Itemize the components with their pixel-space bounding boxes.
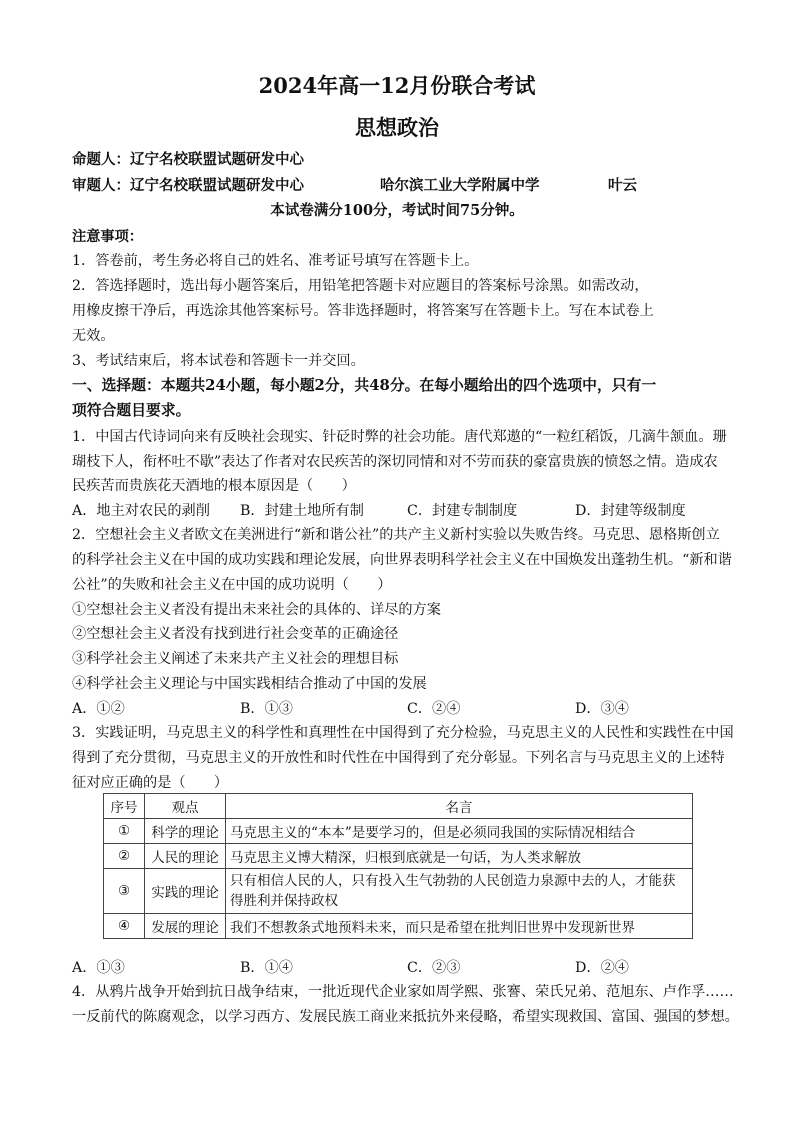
- exam-title: 2024年高一12月份联合考试: [258, 73, 536, 98]
- notice-item-2-line2: 用橡皮擦干净后，再选涂其他答案标号。答非选择题时，将答案写在答题卡上。写在本试卷上: [72, 303, 654, 319]
- notice-heading: 注意事项：: [72, 229, 143, 245]
- q2-option-d[interactable]: D．③④: [575, 701, 629, 717]
- notice-item-3: 3、考试结束后，将本试卷和答题卡一并交回。: [72, 353, 365, 369]
- q3-option-d[interactable]: D．②④: [575, 960, 629, 976]
- score-info: 本试卷满分100分，考试时间75分钟。: [270, 202, 524, 219]
- table-header-view: 观点: [145, 794, 226, 819]
- q2-option-c[interactable]: C．②④: [407, 701, 461, 717]
- row-no: ③: [104, 869, 145, 914]
- row-quote: 只有相信人民的人，只有投入生气勃勃的人民创造力泉源中去的人，才能获得胜利并保持政权: [226, 869, 693, 914]
- q1-stem-line2: 瑚枝下人，衔杯吐不歇”表达了作者对农民疾苦的深切同情和对不劳而获的豪富贵族的愤怒之情。造成农: [72, 454, 718, 470]
- q3-stem-line1: 3．实践证明，马克思主义的科学性和真理性在中国得到了充分检验，马克思主义的人民性和实践性在中国: [72, 725, 734, 741]
- reviewer-name: 叶云: [608, 177, 637, 194]
- q1-stem-line1: 1．中国古代诗词向来有反映社会现实、针砭时弊的社会功能。唐代郑遨的“一粒红稻饭，几滴牛颔血。珊: [72, 429, 727, 445]
- table-row: [104, 844, 693, 869]
- notice-item-1: 1．答卷前，考生务必将自己的姓名、准考证号填写在答题卡上。: [72, 253, 479, 269]
- table-header-no: 序号: [104, 794, 145, 819]
- table-row: [104, 819, 693, 844]
- row-view: 实践的理论: [145, 869, 226, 914]
- q2-statement-3: ③科学社会主义阐述了未来共产主义社会的理想目标: [72, 651, 399, 667]
- notice-item-2-line3: 无效。: [72, 328, 115, 344]
- table-row: [104, 869, 693, 914]
- row-no: ④: [104, 914, 145, 939]
- row-quote: 马克思主义博大精深，归根到底就是一句话，为人类求解放: [226, 844, 693, 869]
- table-header-quote: 名言: [226, 794, 693, 819]
- reviewer-school: 哈尔滨工业大学附属中学: [380, 177, 540, 194]
- row-view: 科学的理论: [145, 819, 226, 844]
- q4-stem-line2: 一反前代的陈腐观念，以学习西方、发展民族工商业来抵抗外来侵略，希望实现救国、富国、强国的梦想。: [72, 1009, 739, 1025]
- q1-stem-line3: 民疾苦而贵族花天酒地的根本原因是（ ）: [72, 478, 356, 494]
- q2-stem-line3: 公社”的失败和社会主义在中国的成功说明（ ）: [72, 577, 392, 593]
- section1-heading-line1: 一、选择题：本题共24小题，每小题2分，共48分。在每小题给出的四个选项中，只有一: [72, 377, 657, 394]
- setter-line: 命题人：辽宁名校联盟试题研发中心: [72, 151, 304, 168]
- q1-option-d[interactable]: D．封建等级制度: [575, 503, 686, 519]
- q3-stem-line3: 征对应正确的是（ ）: [72, 775, 229, 791]
- reviewer-line: 审题人：辽宁名校联盟试题研发中心: [72, 177, 304, 194]
- q1-option-a[interactable]: A．地主对农民的剥削: [72, 503, 210, 519]
- notice-item-2-line1: 2．答选择题时，选出每小题答案后，用铅笔把答题卡对应题目的答案标号涂黑。如需改动，: [72, 278, 649, 294]
- section1-heading-line2: 项符合题目要求。: [72, 402, 191, 419]
- table-header-row: [104, 794, 693, 819]
- q3-option-a[interactable]: A．①③: [72, 960, 125, 976]
- row-quote: 我们不想教条式地预料未来，而只是希望在批判旧世界中发现新世界: [226, 914, 693, 939]
- q2-stem-line2: 的科学社会主义在中国的成功实践和理论发展，向世界表明科学社会主义在中国焕发出蓬勃生机。“新和谐: [72, 552, 732, 568]
- row-no: ②: [104, 844, 145, 869]
- row-view: 发展的理论: [145, 914, 226, 939]
- row-no: ①: [104, 819, 145, 844]
- q3-quote-table: [103, 793, 693, 939]
- row-view: 人民的理论: [145, 844, 226, 869]
- q3-option-b[interactable]: B．①④: [240, 960, 293, 976]
- q2-statement-1: ①空想社会主义者没有提出未来社会的具体的、详尽的方案: [72, 602, 441, 618]
- table-row: [104, 914, 693, 939]
- q2-stem-line1: 2．空想社会主义者欧文在美洲进行“新和谐公社”的共产主义新村实验以失败告终。马克思、恩格斯创立: [72, 527, 720, 543]
- row-quote: 马克思主义的“本本”是要学习的，但是必须同我国的实际情况相结合: [226, 819, 693, 844]
- q4-stem-line1: 4．从鸦片战争开始到抗日战争结束，一批近现代企业家如周学熙、张謇、荣氏兄弟、范旭东、卢作孚……: [72, 984, 734, 1000]
- q2-option-a[interactable]: A．①②: [72, 701, 125, 717]
- q2-statement-2: ②空想社会主义者没有找到进行社会变革的正确途径: [72, 626, 399, 642]
- q2-option-b[interactable]: B．①③: [240, 701, 293, 717]
- q2-statement-4: ④科学社会主义理论与中国实践相结合推动了中国的发展: [72, 676, 427, 692]
- subject-title: 思想政治: [355, 115, 439, 140]
- q3-option-c[interactable]: C．②③: [407, 960, 461, 976]
- q1-option-c[interactable]: C．封建专制制度: [407, 503, 518, 519]
- q3-stem-line2: 得到了充分贯彻，马克思主义的开放性和时代性在中国得到了充分彰显。下列名言与马克思主义的上述特: [72, 750, 725, 766]
- q1-option-b[interactable]: B．封建土地所有制: [240, 503, 364, 519]
